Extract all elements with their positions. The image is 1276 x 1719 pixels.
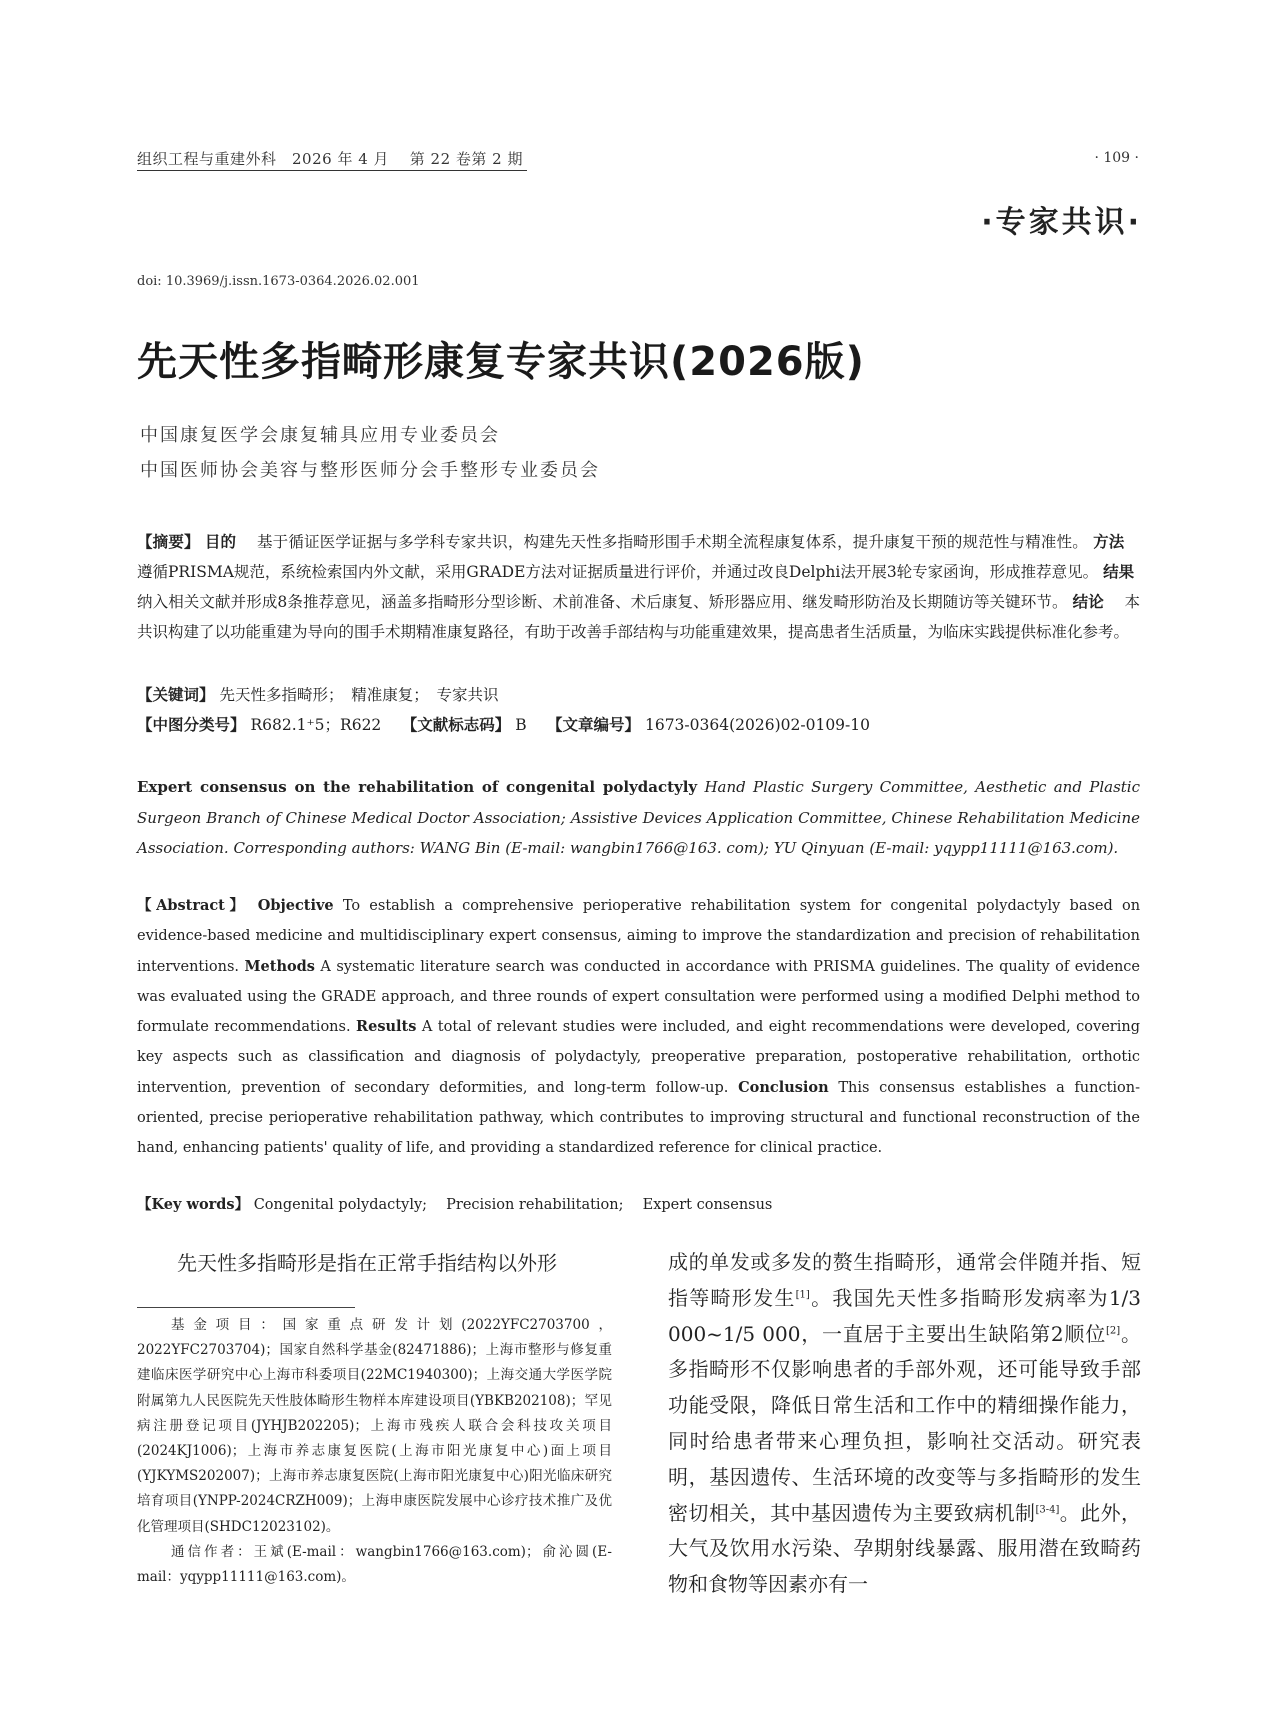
- citation-ref-3-4[interactable]: [3-4]: [1035, 1503, 1060, 1515]
- clc-value: R682.1⁺5；R622: [250, 716, 382, 734]
- en-methods-text: A systematic literature search was conducted in accordance with PRISMA guidelines. The quality of evidence was evaluated using the GRADE approach, and three rounds of expert consultation were performed using a modified Delphi method to formulate recommendations.: [137, 958, 1141, 1036]
- en-methods-label: Methods: [244, 957, 315, 975]
- methods-label: 方法: [1093, 533, 1125, 551]
- body-paragraph-right: [668, 1245, 1141, 1603]
- body-text-4: 。此外，大气及饮用水污染、孕期射线暴露、服用潜在致畸药物和食物等因素亦有一: [668, 1500, 1142, 1597]
- classification-line: [137, 713, 870, 735]
- abstract-label: 【摘要】: [137, 533, 200, 551]
- footnote-rule: [137, 1307, 355, 1308]
- citation-ref-2[interactable]: [2]: [1106, 1324, 1121, 1336]
- clc-label: 【中图分类号】: [137, 716, 246, 734]
- author-org-1: 中国康复医学会康复辅具应用专业委员会: [140, 425, 500, 446]
- methods-text: 遵循PRISMA规范，系统检索国内外文献，采用GRADE方法对证据质量进行评价，并通过改良Delphi法开展3轮专家函询，形成推荐意见。: [137, 563, 1099, 581]
- page-number: · 109 ·: [1094, 150, 1139, 166]
- body-paragraph-left: 先天性多指畸形是指在正常手指结构以外形: [177, 1251, 557, 1275]
- objective-label: 目的: [204, 533, 237, 551]
- citation-ref-1[interactable]: [1]: [795, 1289, 810, 1301]
- chinese-keywords: [137, 683, 498, 705]
- section-label: ·专家共识·: [981, 205, 1142, 240]
- en-objective-text: To establish a comprehensive perioperative rehabilitation system for congenital polydactyly based on evidence-based medicine and multidisciplinary expert consensus, aiming to improve the standardization and precision of rehabilitation interventions.: [137, 898, 1141, 975]
- running-header-journal: 组织工程与重建外科 2026 年 4 月 第 22 卷第 2 期: [137, 150, 523, 168]
- funding-footnote: 基金项目：国家重点研发计划(2022YFC2703700，2022YFC2703704)；国家自然科学基金(82471886)；上海市整形与修复重建临床医学研究中心上海市科委项目(22MC1940300)；上海交通大学医学院附属第九人民医院先天性肢体畸形生物样本库建设项目(YBKB202108)；罕见病注册登记项目(JYHJB202205)；上海市残疾人联合会科技攻关项目(2024KJ1006)；上海市养志康复医院(上海市阳光康复中心)面上项目(YJKYMS202007)；上海市养志康复医院(上海市阳光康复中心)阳光临床研究培育项目(YNPP-2024CRZH009)；上海申康医院发展中心诊疗技术推广及优化管理项目(SHDC12023102)。: [137, 1317, 612, 1535]
- en-objective-label: Objective: [257, 897, 334, 914]
- en-conclusion-label: Conclusion: [738, 1078, 829, 1096]
- en-abstract-label: 【Abstract】: [137, 897, 249, 914]
- en-keywords-text: Congenital polydactyly; Precision rehabilitation; Expert consensus: [253, 1197, 773, 1213]
- en-results-text: A total of relevant studies were included, and eight recommendations were developed, covering key aspects such as classification and diagnosis of polydactyly, preoperative preparation, postoperative rehabilitation, orthotic intervention, prevention of secondary deformities, and long-term follow-up.: [137, 1019, 1140, 1096]
- running-header-rule: [137, 170, 527, 171]
- correspondence-footnote: 通信作者：王斌(E-mail：wangbin1766@163.com)；俞沁圆(E-mail：yqypp11111@163.com)。: [137, 1543, 612, 1586]
- doc-code-value: B: [515, 716, 527, 734]
- body-text-2: 。我国先天性多指畸形发病率为1/3 000~1/5 000，一直居于主要出生缺陷第2顺位: [668, 1285, 1142, 1346]
- footnotes: [137, 1313, 612, 1590]
- doi: doi: 10.3969/j.issn.1673-0364.2026.02.001: [137, 274, 420, 289]
- doc-code-label: 【文献标志码】: [401, 716, 511, 734]
- results-text: 纳入相关文献并形成8条推荐意见，涵盖多指畸形分型诊断、术前准备、术后康复、矫形器应用、继发畸形防治及长期随访等关键环节。: [137, 593, 1068, 611]
- objective-text: 基于循证医学证据与多学科专家共识，构建先天性多指畸形围手术期全流程康复体系，提升康复干预的规范性与精准性。: [256, 533, 1088, 551]
- article-number-value: 1673-0364(2026)02-0109-10: [644, 716, 871, 734]
- conclusion-label: 结论: [1072, 593, 1104, 611]
- english-title: Expert consensus on the rehabilitation of congenital polydactyly: [137, 778, 698, 796]
- english-keywords: [137, 1193, 772, 1214]
- article-number-label: 【文章编号】: [547, 716, 641, 734]
- results-label: 结果: [1103, 563, 1135, 581]
- english-abstract: [137, 891, 1140, 1164]
- english-header: [137, 772, 1140, 864]
- english-affiliation: Hand Plastic Surgery Committee, Aesthetic and Plastic Surgeon Branch of Chinese Medical Doctor Association; Assistive Devices Application Committee, Chinese Rehabilitation Medicine Association. Corresponding authors: WANG Bin (E-mail: wangbin1766@163. com); YU Qinyuan (E-mail: yqypp11111@163.com).: [137, 778, 1140, 857]
- conclusion-text: 本共识构建了以功能重建为导向的围手术期精准康复路径，有助于改善手部结构与功能重建效果，提高患者生活质量，为临床实践提供标准化参考。: [137, 593, 1140, 641]
- body-text-1: 成的单发或多发的赘生指畸形，通常会伴随并指、短指等畸形发生: [668, 1250, 1141, 1310]
- keywords-text: 先天性多指畸形； 精准康复； 专家共识: [219, 686, 499, 704]
- en-conclusion-text: This consensus establishes a function-oriented, precise perioperative rehabilitation pathway, which contributes to improving structural and functional reconstruction of the hand, enhancing patients' quality of life, and providing a standardized reference for clinical practice.: [137, 1079, 1141, 1157]
- en-keywords-label: 【Key words】: [137, 1196, 250, 1213]
- en-results-label: Results: [356, 1018, 417, 1036]
- article-title: 先天性多指畸形康复专家共识(2026版): [137, 339, 865, 385]
- body-text-3: 。多指畸形不仅影响患者的手部外观，还可能导致手部功能受限，降低日常生活和工作中的精细操作能力，同时给患者带来心理负担，影响社交活动。研究表明，基因遗传、生活环境的改变等与多指畸形的发生密切相关，其中基因遗传为主要致病机制: [668, 1321, 1142, 1525]
- chinese-abstract: [137, 527, 1140, 647]
- author-org-2: 中国医师协会美容与整形医师分会手整形专业委员会: [140, 460, 600, 481]
- keywords-label: 【关键词】: [137, 686, 215, 704]
